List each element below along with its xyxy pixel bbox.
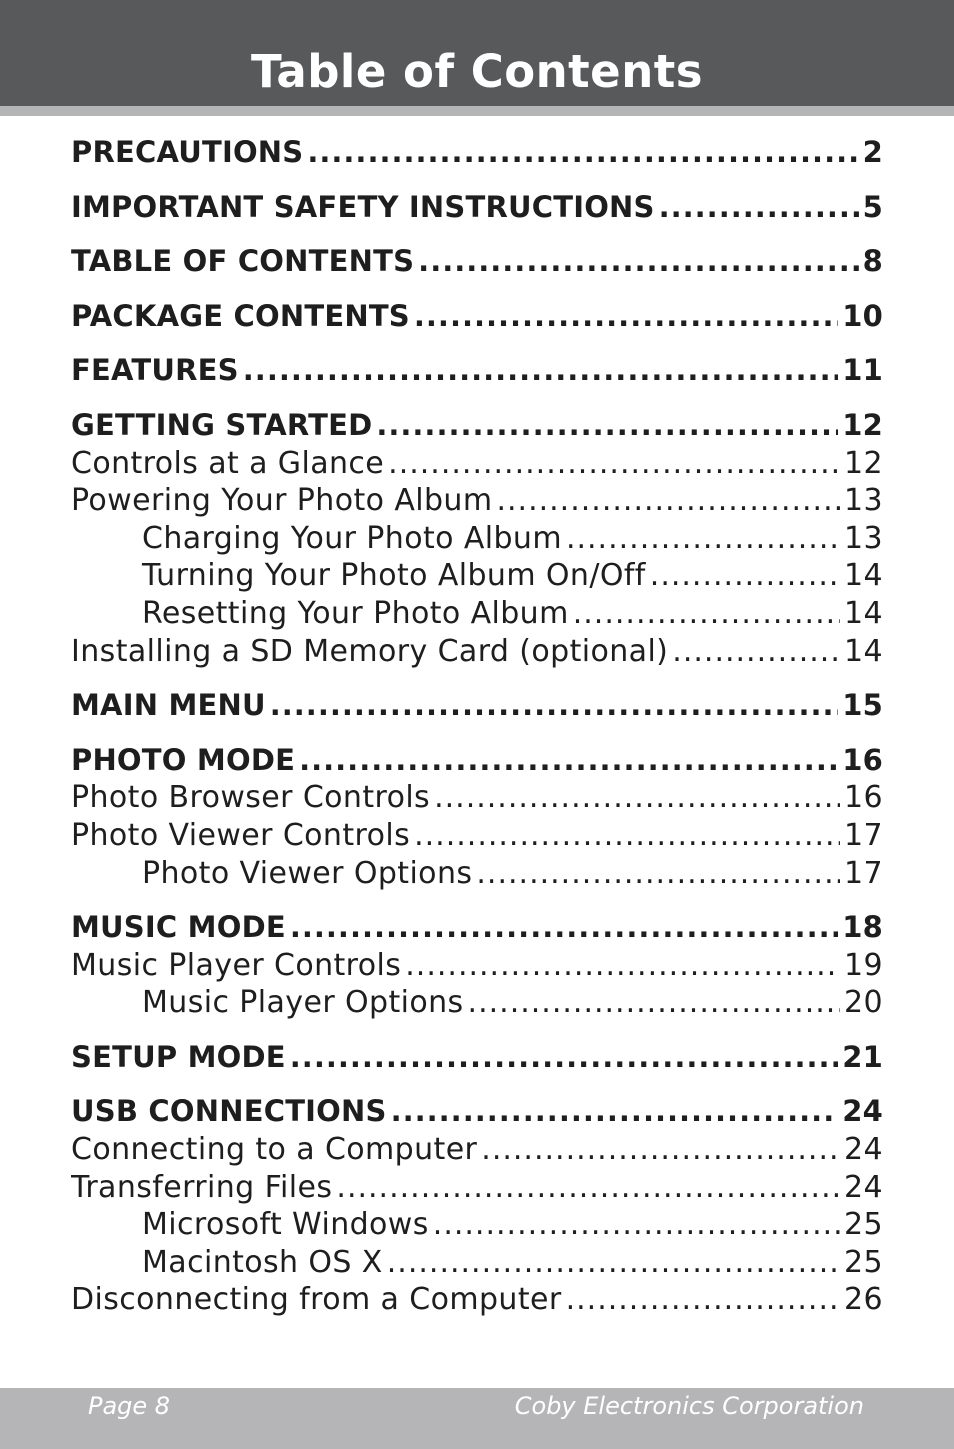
dot-leader xyxy=(270,687,838,725)
toc-entry-title: Turning Your Photo Album On/Off xyxy=(142,558,646,594)
toc-entry-title: FEATURES xyxy=(71,353,239,388)
toc-entry-title: Macintosh OS X xyxy=(142,1244,383,1280)
toc-entry-title: TABLE OF CONTENTS xyxy=(71,244,415,279)
dot-leader xyxy=(566,1281,840,1319)
toc-entry-page: 16 xyxy=(842,742,883,777)
toc-entry[interactable] xyxy=(71,189,883,227)
dot-leader xyxy=(391,1093,839,1131)
toc-entry-title: Resetting Your Photo Album xyxy=(142,595,569,631)
dot-leader xyxy=(468,984,840,1022)
dot-leader xyxy=(650,557,840,595)
toc-entry-page: 20 xyxy=(844,985,883,1021)
toc-entry[interactable] xyxy=(71,947,883,985)
page-title: Table of Contents xyxy=(250,45,704,98)
toc-entry[interactable] xyxy=(71,909,883,947)
toc-entry[interactable] xyxy=(71,298,883,336)
toc-entry-title: Music Player Controls xyxy=(71,947,402,983)
toc-entry-page: 15 xyxy=(842,688,883,723)
dot-leader xyxy=(418,243,858,281)
toc-entry-title: Powering Your Photo Album xyxy=(71,483,493,519)
toc-entry[interactable] xyxy=(71,482,883,520)
toc-entry[interactable] xyxy=(71,407,883,445)
toc-entry-page: 25 xyxy=(844,1207,883,1243)
toc-entry-title: IMPORTANT SAFETY INSTRUCTIONS xyxy=(71,189,655,224)
dot-leader xyxy=(290,1039,838,1077)
toc-entry[interactable] xyxy=(71,817,883,855)
toc-entry-page: 14 xyxy=(844,558,883,594)
table-of-contents xyxy=(71,134,883,1336)
toc-entry-title: PHOTO MODE xyxy=(71,742,296,777)
toc-entry[interactable] xyxy=(71,1039,883,1077)
dot-leader xyxy=(434,779,840,817)
dot-leader xyxy=(376,407,838,445)
toc-entry[interactable] xyxy=(71,595,883,633)
toc-entry[interactable] xyxy=(71,984,883,1022)
toc-entry[interactable] xyxy=(71,520,883,558)
toc-entry[interactable] xyxy=(71,1206,883,1244)
toc-section xyxy=(71,687,883,725)
toc-entry-page: 24 xyxy=(844,1169,883,1205)
dot-leader xyxy=(336,1169,840,1207)
dot-leader xyxy=(307,134,858,172)
toc-entry[interactable] xyxy=(71,779,883,817)
toc-entry-title: USB CONNECTIONS xyxy=(71,1094,387,1129)
dot-leader xyxy=(566,520,840,558)
toc-section xyxy=(71,189,883,227)
toc-entry[interactable] xyxy=(71,352,883,390)
dot-leader xyxy=(414,817,840,855)
toc-entry[interactable] xyxy=(71,1169,883,1207)
toc-entry-page: 13 xyxy=(844,483,883,519)
toc-entry-page: 5 xyxy=(862,189,883,224)
toc-entry[interactable] xyxy=(71,1244,883,1282)
toc-entry-page: 26 xyxy=(844,1282,883,1318)
toc-entry[interactable] xyxy=(71,855,883,893)
toc-section xyxy=(71,1093,883,1319)
toc-entry[interactable] xyxy=(71,633,883,671)
dot-leader xyxy=(290,909,838,947)
toc-section xyxy=(71,407,883,670)
dot-leader xyxy=(672,633,840,671)
footer-company-name: Coby Electronics Corporation xyxy=(514,1392,864,1420)
toc-entry[interactable] xyxy=(71,134,883,172)
dot-leader xyxy=(414,298,838,336)
toc-entry[interactable] xyxy=(71,687,883,725)
toc-entry-title: PRECAUTIONS xyxy=(71,135,304,169)
dot-leader xyxy=(496,482,840,520)
toc-section xyxy=(71,352,883,390)
toc-entry-page: 18 xyxy=(842,910,883,945)
toc-entry[interactable] xyxy=(71,1131,883,1169)
footer-page-number: Page 8 xyxy=(88,1392,171,1420)
toc-entry-page: 24 xyxy=(844,1132,883,1168)
toc-entry-page: 8 xyxy=(862,244,883,279)
toc-entry-title: MUSIC MODE xyxy=(71,910,286,945)
toc-entry-title: GETTING STARTED xyxy=(71,407,373,442)
toc-entry-title: Controls at a Glance xyxy=(71,445,385,481)
toc-entry-title: Photo Viewer Options xyxy=(142,855,473,891)
toc-entry-page: 17 xyxy=(844,817,883,853)
toc-entry-title: PACKAGE CONTENTS xyxy=(71,298,410,333)
toc-entry-page: 14 xyxy=(844,633,883,669)
toc-section xyxy=(71,298,883,336)
toc-entry[interactable] xyxy=(71,243,883,281)
dot-leader xyxy=(405,947,840,985)
toc-section xyxy=(71,909,883,1022)
toc-section xyxy=(71,134,883,172)
toc-entry-page: 14 xyxy=(844,595,883,631)
toc-entry-title: Music Player Options xyxy=(142,985,464,1021)
dot-leader xyxy=(243,352,838,390)
toc-entry-title: Installing a SD Memory Card (optional) xyxy=(71,633,669,669)
dot-leader xyxy=(299,742,838,780)
toc-entry-page: 25 xyxy=(844,1244,883,1280)
toc-section xyxy=(71,243,883,281)
toc-section xyxy=(71,1039,883,1077)
toc-entry[interactable] xyxy=(71,557,883,595)
toc-entry-page: 13 xyxy=(844,520,883,556)
toc-entry[interactable] xyxy=(71,1281,883,1319)
dot-leader xyxy=(659,189,859,227)
toc-entry[interactable] xyxy=(71,445,883,483)
toc-entry-title: Charging Your Photo Album xyxy=(142,520,562,556)
toc-entry-title: Microsoft Windows xyxy=(142,1207,429,1243)
toc-entry-title: Disconnecting from a Computer xyxy=(71,1282,562,1318)
toc-entry-title: MAIN MENU xyxy=(71,688,266,723)
toc-entry-page: 24 xyxy=(842,1094,883,1129)
toc-entry-title: Photo Viewer Controls xyxy=(71,817,411,853)
toc-entry-page: 2 xyxy=(862,135,883,169)
dot-leader xyxy=(388,445,840,483)
toc-entry-title: Transferring Files xyxy=(71,1169,333,1205)
toc-entry[interactable] xyxy=(71,1093,883,1131)
toc-entry[interactable] xyxy=(71,742,883,780)
toc-entry-page: 16 xyxy=(844,780,883,816)
dot-leader xyxy=(433,1206,840,1244)
dot-leader xyxy=(476,855,840,893)
toc-entry-title: Connecting to a Computer xyxy=(71,1132,478,1168)
dot-leader xyxy=(387,1244,840,1282)
header-rule xyxy=(0,106,954,116)
toc-entry-page: 11 xyxy=(842,353,883,388)
toc-entry-page: 12 xyxy=(842,407,883,442)
toc-entry-page: 21 xyxy=(842,1039,883,1074)
toc-entry-title: Photo Browser Controls xyxy=(71,780,431,816)
toc-entry-page: 10 xyxy=(842,298,883,333)
dot-leader xyxy=(481,1131,840,1169)
toc-entry-title: SETUP MODE xyxy=(71,1039,286,1074)
toc-entry-page: 12 xyxy=(844,445,883,481)
dot-leader xyxy=(573,595,840,633)
toc-entry-page: 17 xyxy=(844,855,883,891)
toc-entry-page: 19 xyxy=(844,947,883,983)
toc-section xyxy=(71,742,883,892)
